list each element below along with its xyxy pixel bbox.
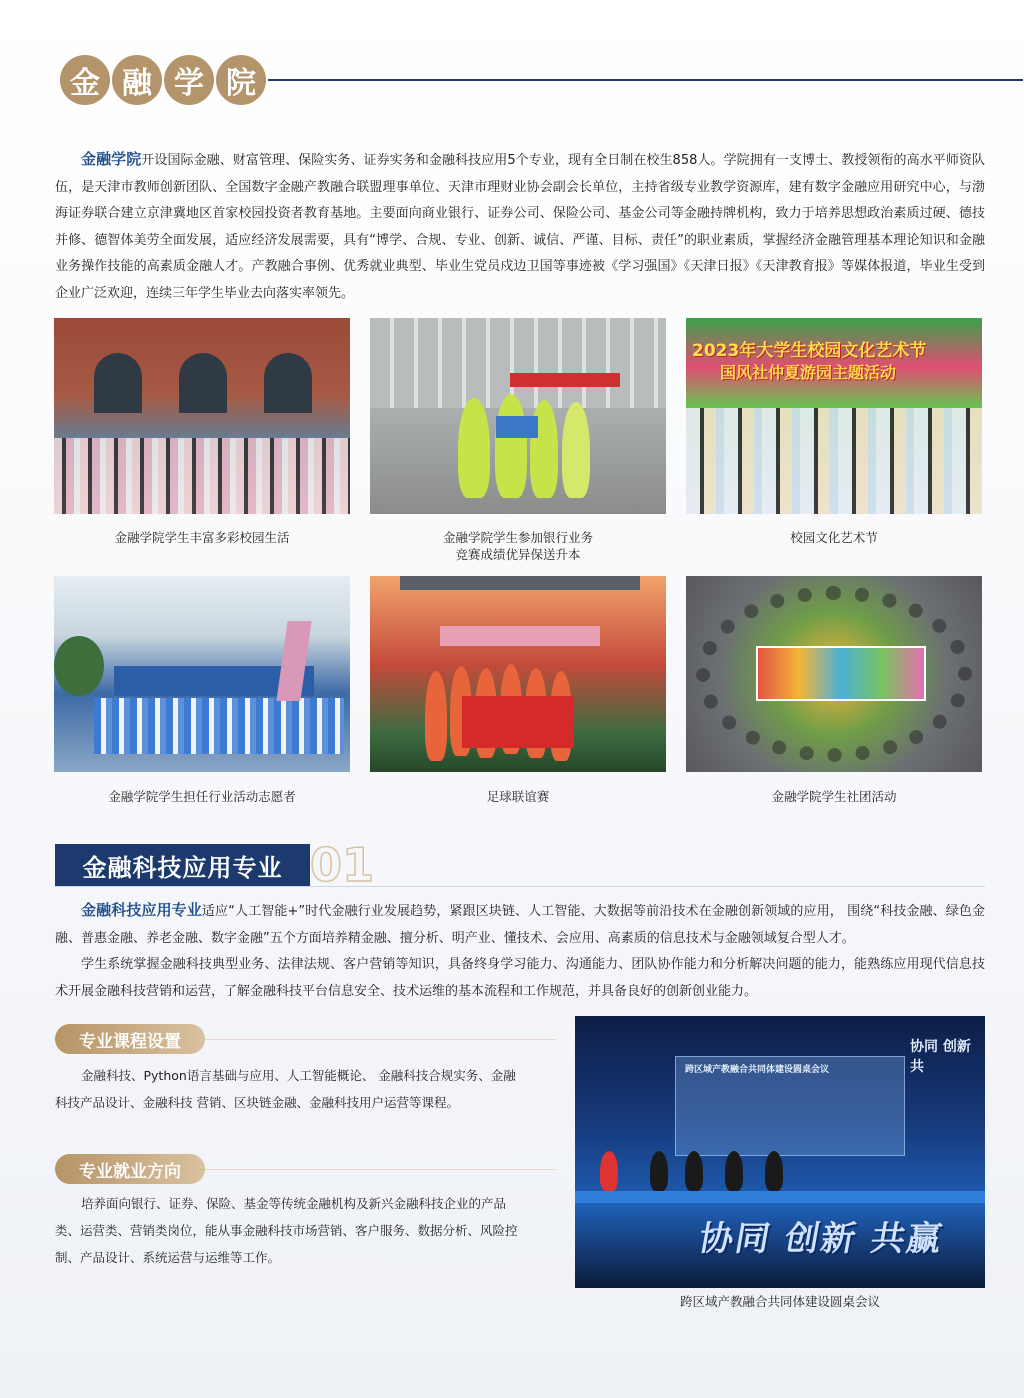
- festival-banner-line2: 国风社仲夏游园主题活动: [720, 363, 897, 382]
- caption-club-activity: 金融学院学生社团活动: [771, 789, 897, 804]
- conference-side-text: 协同 创新 共: [910, 1039, 971, 1075]
- header-divider: [268, 79, 1023, 81]
- photo-club-activity: [686, 576, 982, 772]
- photo-volunteers: [54, 576, 350, 772]
- photo-football: [370, 576, 666, 772]
- caption-bank-competition: 金融学院学生参加银行业务 竞赛成绩优异保送升本: [442, 530, 593, 562]
- caption-volunteers: 金融学院学生担任行业活动志愿者: [108, 789, 296, 804]
- caption-football: 足球联谊赛: [486, 789, 550, 804]
- courses-text: 金融科技、Python语言基础与应用、人工智能概论、 金融科技合规实务、金融科技产品设计、金融科技 营销、区块链金融、金融科技用户运营等课程。: [55, 1068, 516, 1110]
- page-header: [60, 55, 268, 107]
- courses-label: 专业课程设置: [55, 1024, 205, 1054]
- conference-stage-text: 协同 创新 共赢: [695, 1219, 947, 1259]
- section-number: 01: [310, 838, 375, 892]
- section-para1-text: 适应“人工智能+”时代金融行业发展趋势，紧跟区块链、人工智能、大数据等前沿技术在金融创新领域的应用， 围绕“科技金融、绿色金融、普惠金融、养老金融、数字金融”五个方面培养精金融、擅分析、明产业、懂技术、会应用、高素质的信息技术与金融领域复合型人才。: [55, 904, 985, 946]
- intro-paragraph: [55, 146, 985, 307]
- section-divider: [55, 886, 985, 887]
- header-char-3: 学: [164, 55, 214, 105]
- photo-campus-life: [54, 318, 350, 514]
- intro-text: 开设国际金融、财富管理、保险实务、证券实务和金融科技应用5个专业，现有全日制在校生858人。学院拥有一支博士、教授领衔的高水平师资队伍，是天津市教师创新团队、全国数字金融产教融合联盟理事单位、天津市理财业协会副会长单位，主持省级专业教学资源库，建有数字金融应用研究中心，与渤海证券联合建立京津冀地区首家校园投资者教育基地。主要面向商业银行、证券公司、保险公司、基金公司等金融持牌机构，致力于培养思想政治素质过硬、德技并修、德智体美劳全面发展，适应经济发展需要，具有“博学、合规、专业、创新、诚信、严谨、目标、责任”的职业素质，掌握经济金融管理基本理论知识和金融业务操作技能的高素质金融人才。产教融合事例、优秀就业典型、毕业生党员戍边卫国等事迹被《学习强国》《天津日报》《天津教育报》等媒体报道，毕业生受到企业广泛欢迎，连续三年学生毕业去向落实率领先。: [55, 153, 985, 301]
- section-title: 金融科技应用专业: [55, 844, 310, 886]
- section-paragraph-1: [55, 897, 985, 952]
- caption-conference: 跨区域产教融合共同体建设圆桌会议: [679, 1294, 880, 1309]
- photo-culture-festival: [686, 318, 982, 514]
- jobs-label: 专业就业方向: [55, 1154, 205, 1184]
- festival-banner-line1: 2023年大学生校园文化艺术节: [692, 341, 927, 361]
- intro-highlight: 金融学院: [81, 150, 142, 168]
- header-char-4: 院: [216, 55, 266, 105]
- header-char-1: 金: [60, 55, 110, 105]
- caption-campus-life: 金融学院学生丰富多彩校园生活: [114, 530, 290, 545]
- section-paragraph-2: 学生系统掌握金融科技典型业务、法律法规、客户营销等知识，具备终身学习能力、沟通能力、团队协作能力和分析解决问题的能力，能熟练应用现代信息技术开展金融科技营销和运营，了解金融科技平台信息安全、技术运维的基本流程和工作规范，并具备良好的创新创业能力。: [55, 957, 985, 999]
- jobs-text: 培养面向银行、证券、保险、基金等传统金融机构及新兴金融科技企业的产品类、运营类、营销类岗位，能从事金融科技市场营销、客户服务、数据分析、风险控制、产品设计、系统运营与运维等工作。: [55, 1196, 518, 1265]
- conference-screen-title: 跨区域产教融合共同体建设圆桌会议: [685, 1065, 830, 1075]
- caption-culture-festival: 校园文化艺术节: [790, 530, 878, 545]
- section-highlight: 金融科技应用专业: [81, 901, 202, 919]
- header-char-2: 融: [112, 55, 162, 105]
- photo-bank-competition: [370, 318, 666, 514]
- photo-conference: [575, 1016, 985, 1288]
